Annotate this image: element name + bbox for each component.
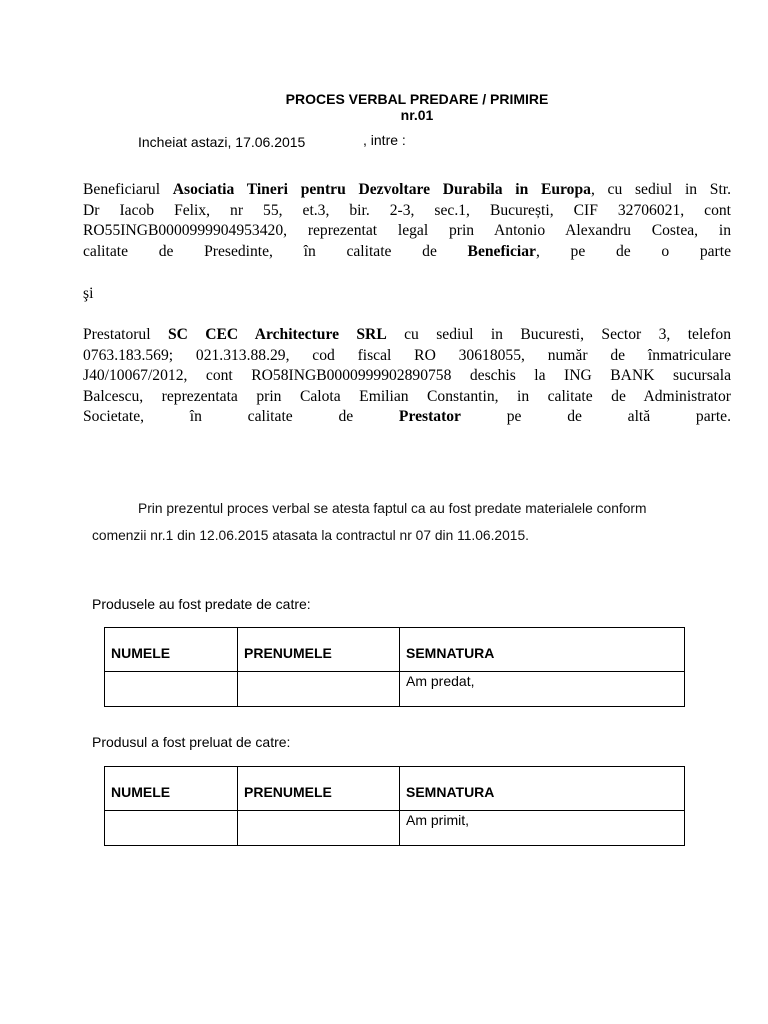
provider-paragraph — [83, 325, 731, 428]
provider-line-3: J40/10067/2012, cont RO58INGB0000999902890758 deschis la ING BANK sucursala — [83, 367, 731, 384]
beneficiary-line-2: Dr Iacob Felix, nr 55, et.3, bir. 2-3, sec.1, București, CIF 32706021, cont — [83, 201, 731, 219]
document-title: PROCES VERBAL PREDARE / PRIMIRE — [285, 91, 549, 107]
beneficiary-line-1: Beneficiarul Asociatia Tineri pentru Dezvoltare Durabila in Europa, cu sediul in Str. — [83, 181, 732, 198]
firstname-cell — [238, 672, 400, 707]
delivered-caption: Produsele au fost predate de catre: — [92, 596, 311, 612]
beneficiary-role: Beneficiar — [467, 242, 536, 260]
document-number: nr.01 — [400, 107, 434, 123]
signature-cell: Am primit, — [400, 811, 685, 846]
statement-line-1: Prin prezentul proces verbal se atesta faptul ca au fost predate materialele conform — [138, 501, 647, 516]
column-header-firstname: PRENUMELE — [238, 767, 400, 811]
concluded-date: 7.06.2015 — [243, 134, 306, 150]
concluded-line — [138, 134, 305, 150]
provider-line-1: Prestatorul SC CEC Architecture SRL cu sediul in Bucuresti, Sector 3, telefon — [83, 326, 731, 343]
table-header-row — [105, 767, 685, 811]
concluded-suffix: , intre : — [363, 132, 406, 148]
table-row — [105, 672, 685, 707]
beneficiary-name: Asociatia Tineri pentru Dezvoltare Durabila in Europa — [172, 181, 591, 198]
beneficiary-paragraph — [83, 180, 731, 262]
column-header-firstname: PRENUMELE — [238, 628, 400, 672]
name-cell — [105, 811, 238, 846]
received-caption: Produsul a fost preluat de catre: — [92, 734, 291, 750]
concluded-label: Incheiat astazi, 1 — [138, 134, 244, 150]
name-cell — [105, 672, 238, 707]
provider-name: SC CEC Architecture SRL — [167, 326, 387, 343]
provider-line-5: Societate, în calitate de Prestator pe de altă parte. — [83, 408, 731, 425]
beneficiary-line-3: RO55INGB0000999904953420, reprezentat legal prin Antonio Alexandru Costea, in — [83, 222, 731, 239]
received-table — [104, 766, 685, 846]
column-header-name: NUMELE — [105, 767, 238, 811]
conjunction: şi — [83, 285, 94, 302]
column-header-signature: SEMNATURA — [400, 767, 685, 811]
delivered-table — [104, 627, 685, 707]
provider-role: Prestator — [398, 408, 461, 425]
firstname-cell — [238, 811, 400, 846]
column-header-name: NUMELE — [105, 628, 238, 672]
table-header-row — [105, 628, 685, 672]
table-row — [105, 811, 685, 846]
provider-line-2: 0763.183.569; 021.313.88.29, cod fiscal RO 30618055, număr de înmatriculare — [83, 346, 731, 364]
beneficiary-line-4: calitate de Presedinte, în calitate de Beneficiar, pe de o parte — [83, 242, 731, 260]
statement-line-2: comenzii nr.1 din 12.06.2015 atasata la contractul nr 07 din 11.06.2015. — [92, 528, 529, 543]
provider-line-4: Balcescu, reprezentata prin Calota Emilian Constantin, in calitate de Administrator — [83, 387, 731, 405]
signature-cell: Am predat, — [400, 672, 685, 707]
column-header-signature: SEMNATURA — [400, 628, 685, 672]
